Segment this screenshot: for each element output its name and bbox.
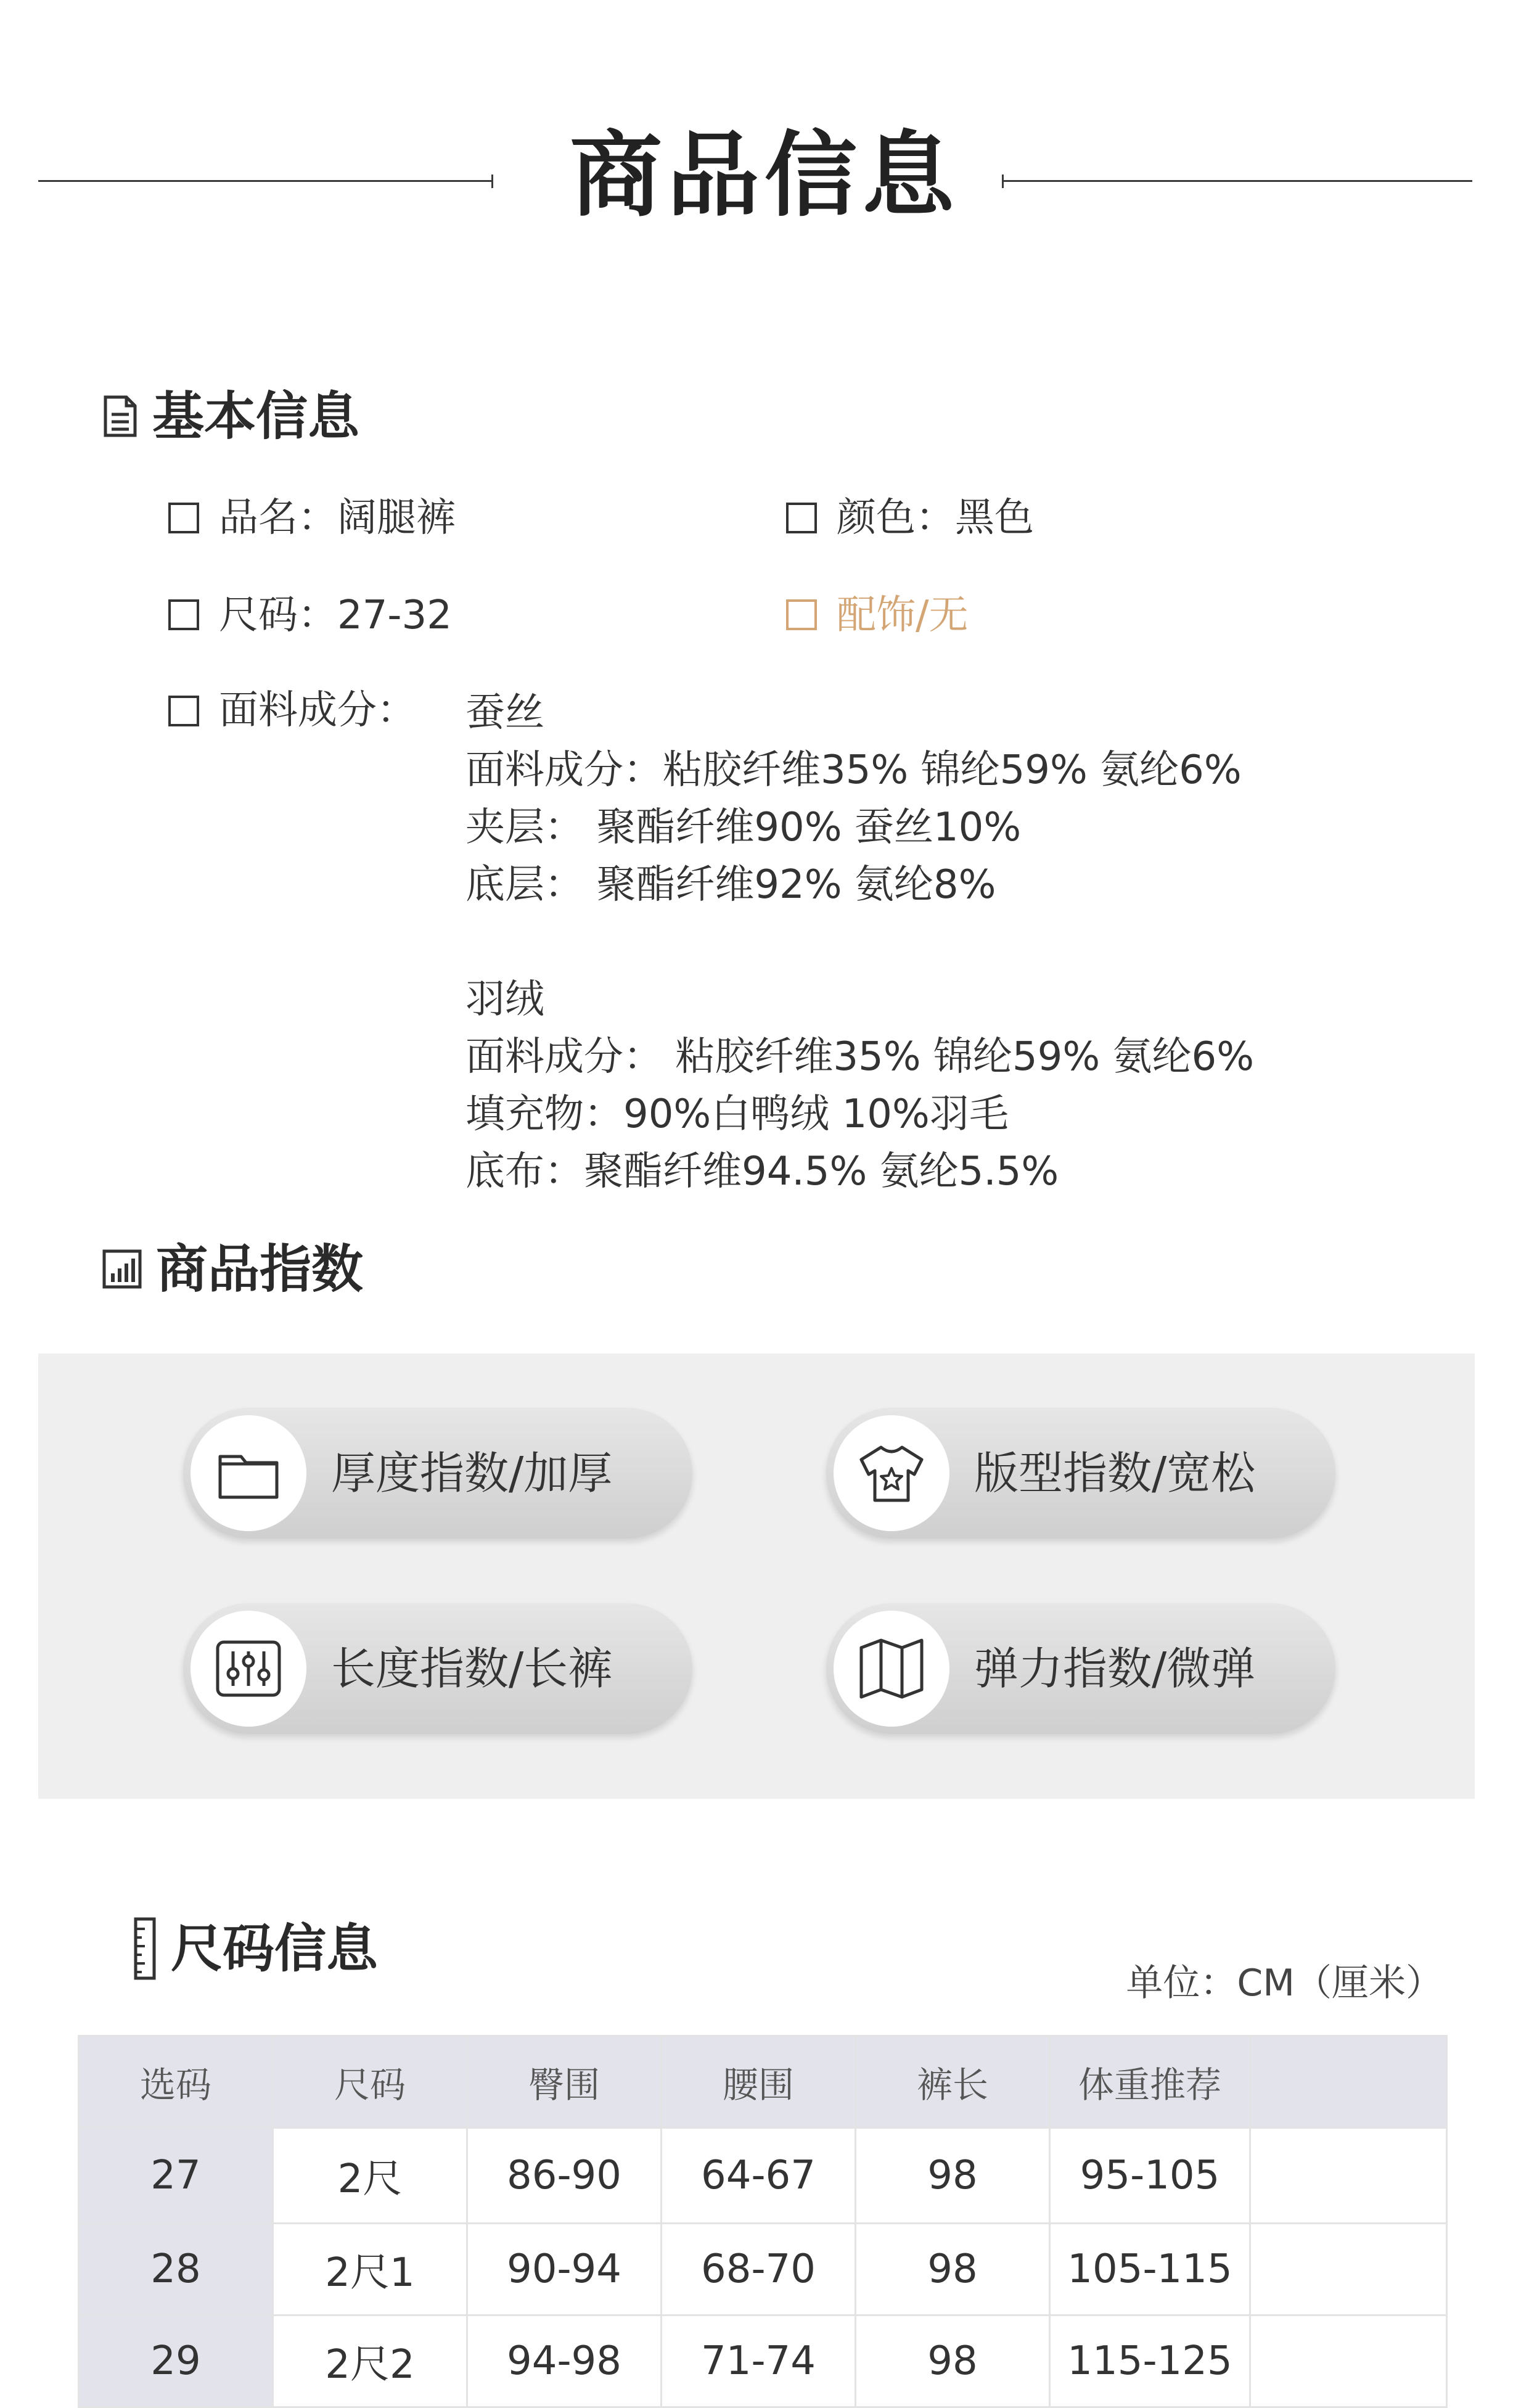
index-icon-circle: [834, 1611, 949, 1727]
fabric-line: 面料成分： 粘胶纤维35% 锦纶59% 氨纶6%: [465, 1034, 1255, 1080]
table-cell: 64-67: [662, 2128, 856, 2224]
table-cell: 2尺: [273, 2128, 467, 2224]
table-cell: 2尺2: [273, 2316, 467, 2407]
product-name: 品名：阔腿裤: [219, 495, 456, 541]
table-header-cell: 裤长: [856, 2036, 1050, 2128]
table-cell: 98: [856, 2316, 1050, 2407]
table-header-row: [79, 2036, 1447, 2128]
table-header-cell: 臀围: [467, 2036, 662, 2128]
size-unit: 单位：CM（厘米）: [1126, 1962, 1443, 2005]
table-row: [79, 2128, 1447, 2224]
table-cell: 105-115: [1050, 2224, 1250, 2316]
table-cell: 98: [856, 2128, 1050, 2224]
basic-info-heading: [102, 385, 359, 447]
table-header-cell: 腰围: [662, 2036, 856, 2128]
index-length-label: 长度指数/长裤: [331, 1643, 613, 1695]
table-cell: 98: [856, 2224, 1050, 2316]
fabric-line: 夹层： 聚酯纤维90% 蚕丝10%: [465, 805, 1022, 850]
table-row: [79, 2316, 1447, 2407]
fabric-label: 面料成分：: [219, 688, 416, 733]
table-cell: 27: [79, 2128, 273, 2224]
bar-chart-icon: [102, 1249, 142, 1289]
index-thickness-label: 厚度指数/加厚: [331, 1447, 613, 1499]
table-cell: 90-94: [467, 2224, 662, 2316]
size-title: 尺码信息: [171, 1918, 379, 1979]
index-heading: [102, 1238, 363, 1300]
ruler-icon: [133, 1917, 157, 1981]
fabric-line: 羽绒: [465, 977, 544, 1022]
size-heading: [133, 1917, 378, 1981]
table-cell: [1250, 2128, 1447, 2224]
table-cell: 29: [79, 2316, 273, 2407]
table-header-cell: 尺码: [273, 2036, 467, 2128]
index-fit: [826, 1408, 1335, 1539]
fabric-line: [465, 914, 1254, 971]
table-cell: 86-90: [467, 2128, 662, 2224]
document-icon: [102, 395, 139, 438]
map-icon: [858, 1637, 925, 1701]
index-panel: [38, 1354, 1475, 1799]
table-cell: [1250, 2316, 1447, 2407]
table-header-cell: [1250, 2036, 1447, 2128]
checkbox-color: [786, 503, 817, 533]
checkbox-accessory: [786, 599, 817, 630]
index-fit-label: 版型指数/宽松: [974, 1447, 1256, 1499]
table-cell: 94-98: [467, 2316, 662, 2407]
shirt-icon: [858, 1442, 925, 1504]
index-icon-circle: [191, 1415, 306, 1531]
table-cell: 68-70: [662, 2224, 856, 2316]
index-elasticity: [826, 1603, 1335, 1734]
index-thickness: [183, 1408, 692, 1539]
fabric-line: 面料成分：粘胶纤维35% 锦纶59% 氨纶6%: [465, 747, 1242, 793]
product-size: 尺码：27-32: [219, 593, 452, 638]
index-title: 商品指数: [156, 1239, 364, 1299]
fabric-line: 底层： 聚酯纤维92% 氨纶8%: [465, 862, 996, 908]
folder-icon: [216, 1445, 281, 1501]
fabric-line: 填充物：90%白鸭绒 10%羽毛: [465, 1091, 1009, 1137]
index-length: [183, 1603, 692, 1734]
sliders-icon: [215, 1639, 282, 1698]
table-cell: 2尺1: [273, 2224, 467, 2316]
fabric-line: 蚕丝: [465, 690, 544, 736]
basic-info-title: 基本信息: [152, 386, 360, 446]
table-header-cell: 选码: [79, 2036, 273, 2128]
table-cell: [1250, 2224, 1447, 2316]
checkbox-fabric: [168, 696, 199, 726]
product-accessory: 配饰/无: [837, 593, 969, 638]
fabric-composition: [465, 684, 1254, 1201]
table-cell: 95-105: [1050, 2128, 1250, 2224]
index-icon-circle: [834, 1415, 949, 1531]
header-line-right: [1002, 180, 1472, 182]
size-table: [78, 2035, 1448, 2408]
table-row: [79, 2224, 1447, 2316]
index-icon-circle: [191, 1611, 306, 1727]
index-elasticity-label: 弹力指数/微弹: [974, 1643, 1256, 1695]
page-title: 商品信息: [569, 122, 959, 229]
table-header-cell: 体重推荐: [1050, 2036, 1250, 2128]
table-cell: 28: [79, 2224, 273, 2316]
checkbox-size: [168, 599, 199, 630]
fabric-line: 底布：聚酯纤维94.5% 氨纶5.5%: [465, 1149, 1059, 1194]
table-cell: 71-74: [662, 2316, 856, 2407]
table-cell: 115-125: [1050, 2316, 1250, 2407]
product-color: 颜色：黑色: [837, 495, 1034, 541]
checkbox-name: [168, 503, 199, 533]
